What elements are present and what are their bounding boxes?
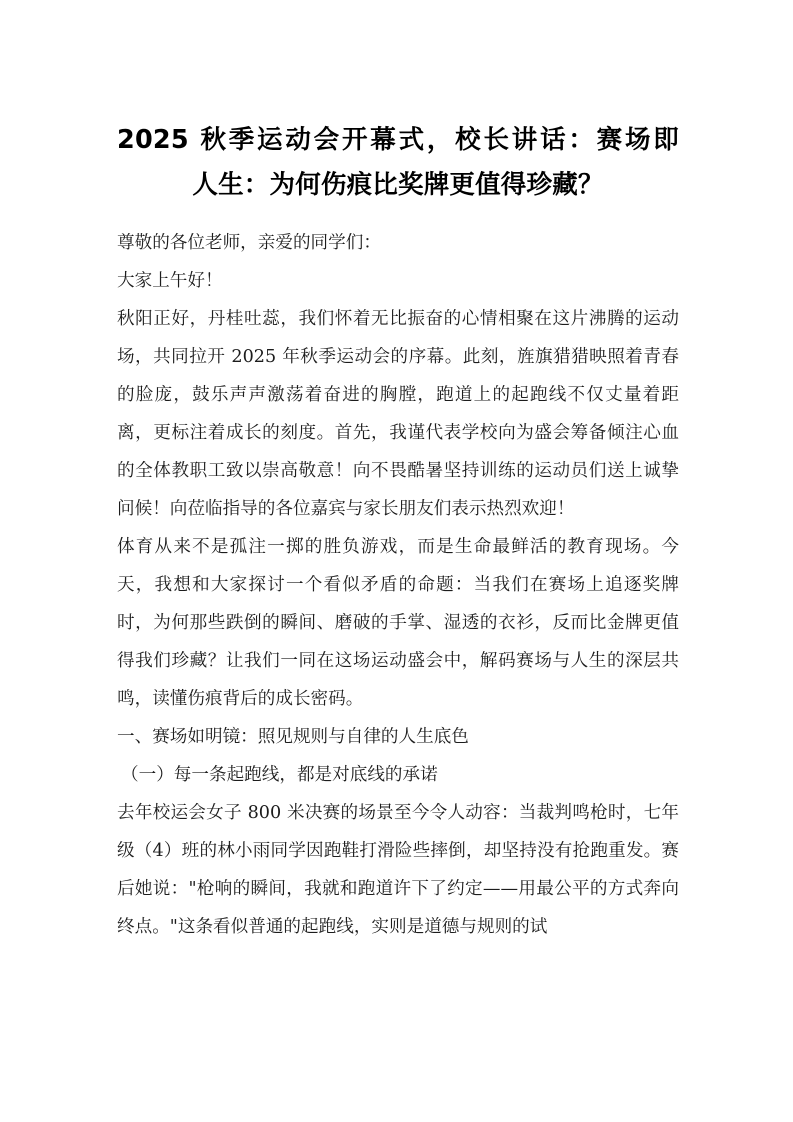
section-heading-1: 一、赛场如明镜：照见规则与自律的人生底色 xyxy=(117,727,469,747)
salutation-paragraph: 尊敬的各位老师，亲爱的同学们： xyxy=(117,233,381,253)
section-subheading-1: （一）每一条起跑线，都是对底线的承诺 xyxy=(121,765,438,785)
page-title-line-1: 2025 秋季运动会开幕式，校长讲话：赛场即 xyxy=(117,125,679,155)
body-paragraph-2: 体育从来不是孤注一掷的胜负游戏，而是生命最鲜活的教育现场。今天，我想和大家探讨一个看似矛盾的命题：当我们在赛场上追逐奖牌时，为何那些跌倒的瞬间、磨破的手掌、湿透的衣衫，反而比金牌更值得我们珍藏？让我们一同在这场运动盛会中，解码赛场与人生的深层共鸣，读懂伤痕背后的成长密码。 xyxy=(117,537,679,709)
body-paragraph-3: 去年校运会女子 800 米决赛的场景至今令人动容：当裁判鸣枪时，七年级（4）班的林小雨同学因跑鞋打滑险些摔倒，却坚持没有抢跑重发。赛后她说："枪响的瞬间，我就和跑道许下了约定——用最公平的方式奔向终点。"这条看似普通的起跑线，实则是道德与规则的试 xyxy=(117,803,679,937)
document-content xyxy=(117,118,679,946)
body-paragraph-1: 秋阳正好，丹桂吐蕊，我们怀着无比振奋的心情相聚在这片沸腾的运动场，共同拉开 2025 年秋季运动会的序幕。此刻，旌旗猎猎映照着青春的脸庞，鼓乐声声激荡着奋进的胸膛，跑道上的起跑线不仅丈量着距离，更标注着成长的刻度。首先，我谨代表学校向为盛会筹备倾注心血的全体教职工致以崇高敬意！向不畏酷暑坚持训练的运动员们送上诚挚问候！向莅临指导的各位嘉宾与家长朋友们表示热烈欢迎！ xyxy=(117,309,679,519)
page-title-line-2: 人生：为何伤痕比奖牌更值得珍藏？ xyxy=(192,170,604,200)
greeting-paragraph: 大家上午好！ xyxy=(117,271,223,291)
page-title xyxy=(117,118,679,208)
